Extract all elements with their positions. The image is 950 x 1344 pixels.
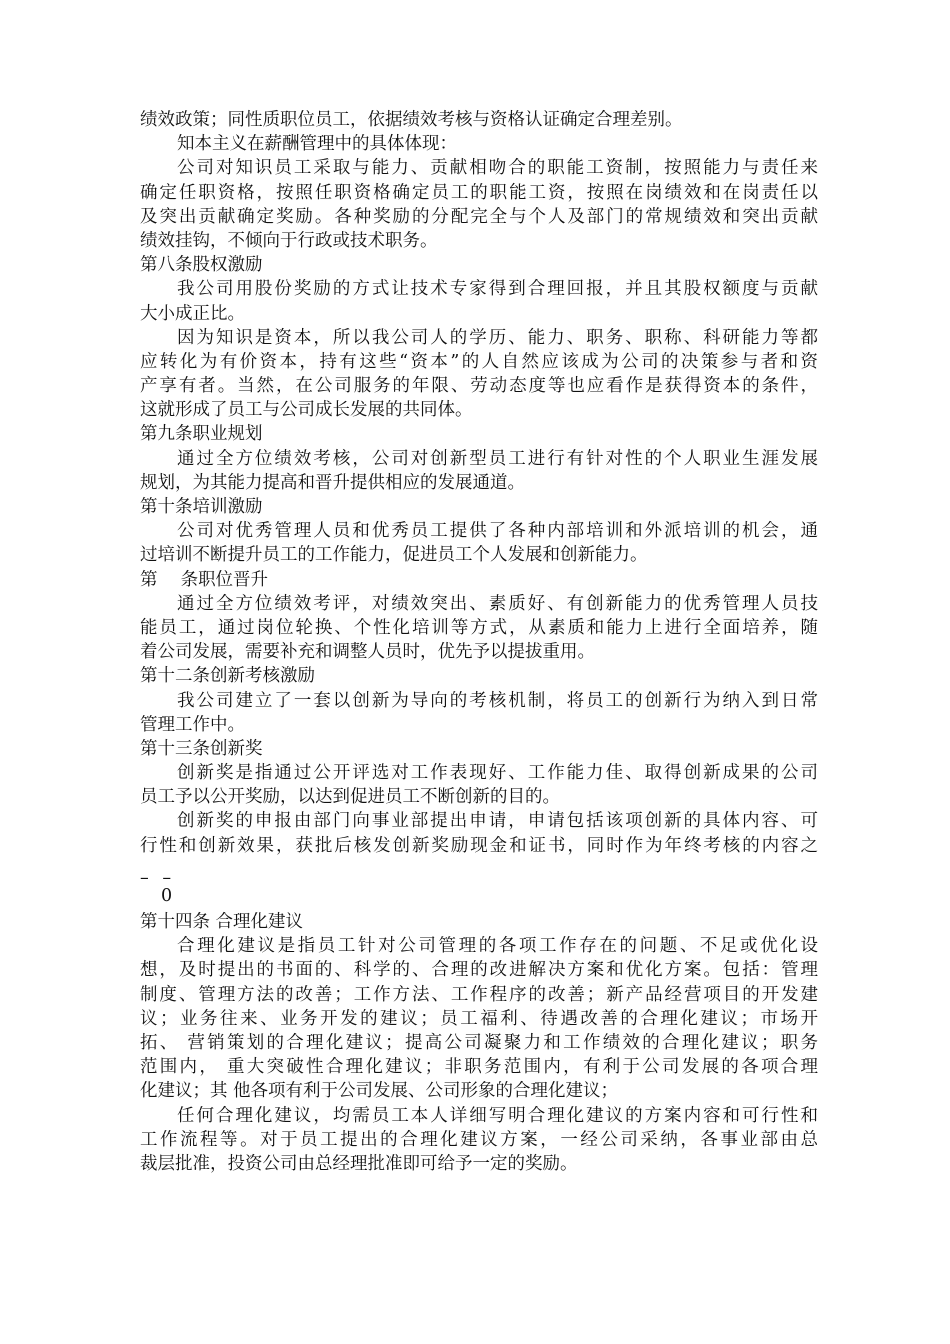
text-line: 行性和创新效果，获批后核发创新奖励现金和证书，同时作为年终考核的内容之 — [140, 835, 818, 856]
text-line: 这就形成了员工与公司成长发展的共同体。 — [140, 400, 473, 421]
text-line: 创新奖的申报由部门向事业部提出申请，申请包括该项创新的具体内容、可 — [177, 811, 818, 832]
section-heading: 第九条职业规划 — [140, 424, 263, 445]
text-line: 公司对知识员工采取与能力、贡献相吻合的职能工资制，按照能力与责任来 — [177, 158, 818, 179]
section-heading: 第 条职位晋升 — [140, 569, 269, 590]
text-line: – – — [140, 867, 176, 884]
text-line: 通过全方位绩效考评，对绩效突出、素质好、有创新能力的优秀管理人员技 — [177, 593, 818, 614]
section-heading: 第十三条创新奖 — [140, 738, 263, 759]
text-line: 拓、 营销策划的合理化建议；提高公司凝聚力和工作绩效的合理化建议；职务 — [140, 1032, 818, 1053]
text-line: 我公司用股份奖励的方式让技术专家得到合理回报，并且其股权额度与贡献 — [177, 279, 818, 300]
section-heading: 第十四条 合理化建议 — [140, 912, 304, 932]
text-line: 创新奖是指通过公开评选对工作表现好、工作能力佳、取得创新成果的公司 — [177, 763, 818, 784]
text-line: 裁层批准，投资公司由总经理批准即可给予一定的奖励。 — [140, 1153, 578, 1174]
section-heading: 第十二条创新考核激励 — [140, 666, 315, 687]
text-line: 过培训不断提升员工的工作能力，促进员工个人发展和创新能力。 — [140, 545, 648, 566]
text-line: 合理化建议是指员工针对公司管理的各项工作存在的问题、不足或优化设 — [177, 936, 818, 957]
text-line: 员工予以公开奖励，以达到促进员工不断创新的目的。 — [140, 787, 560, 808]
text-line: 知本主义在薪酬管理中的具体体现： — [177, 134, 457, 155]
text-line: 规划，为其能力提高和晋升提供相应的发展通道。 — [140, 472, 525, 493]
text-line: 能员工，通过岗位轮换、个性化培训等方式，从素质和能力上进行全面培养，随 — [140, 617, 818, 638]
text-line: 范围内， 重大突破性合理化建议；非职务范围内，有利于公司发展的各项合理 — [140, 1057, 818, 1078]
document-page — [140, 108, 818, 1176]
text-line: 通过全方位绩效考核，公司对创新型员工进行有针对性的个人职业生涯发展 — [177, 448, 818, 469]
text-line: 工作流程等。对于员工提出的合理化建议方案，一经公司采纳，各事业部由总 — [140, 1129, 818, 1150]
text-line: 管理工作中。 — [140, 714, 245, 735]
text-line: 公司对优秀管理人员和优秀员工提供了各种内部培训和外派培训的机会，通 — [177, 521, 818, 542]
section-heading: 第十条培训激励 — [140, 497, 263, 517]
text-line: 应转化为有价资本，持有这些“资本”的人自然应该成为公司的决策参与者和资 — [140, 351, 818, 372]
text-line: 及突出贡献确定奖励。各种奖励的分配完全与个人及部门的常规绩效和突出贡献 — [140, 206, 818, 227]
text-line: 0 — [161, 885, 173, 906]
text-line: 因为知识是资本，所以我公司人的学历、能力、职务、职称、科研能力等都 — [177, 327, 818, 348]
text-line: 制度、管理方法的改善；工作方法、工作程序的改善；新产品经营项目的开发建 — [140, 984, 818, 1005]
text-line: 着公司发展，需要补充和调整人员时，优先予以提拔重用。 — [140, 642, 595, 663]
text-line: 想，及时提出的书面的、科学的、合理的改进解决方案和优化方案。包括：管理 — [140, 960, 818, 981]
text-line: 大小成正比。 — [140, 303, 245, 324]
text-line: 化建议；其 他各项有利于公司发展、公司形象的合理化建议； — [140, 1081, 619, 1102]
text-line: 任何合理化建议，均需员工本人详细写明合理化建议的方案内容和可行性和 — [177, 1105, 818, 1126]
section-heading: 第八条股权激励 — [140, 255, 263, 276]
text-line: 议；业务往来、业务开发的建议；员工福利、待遇改善的合理化建议；市场开 — [140, 1008, 818, 1029]
text-line: 产享有者。当然，在公司服务的年限、劳动态度等也应看作是获得资本的条件， — [140, 376, 818, 397]
text-line: 绩效挂钩，不倾向于行政或技术职务。 — [140, 230, 438, 251]
text-line: 绩效政策；同性质职位员工，依据绩效考核与资格认证确定合理差别。 — [140, 110, 683, 130]
text-line: 确定任职资格，按照任职资格确定员工的职能工资，按照在岗绩效和在岗责任以 — [140, 182, 818, 203]
text-line: 我公司建立了一套以创新为导向的考核机制，将员工的创新行为纳入到日常 — [177, 690, 818, 711]
